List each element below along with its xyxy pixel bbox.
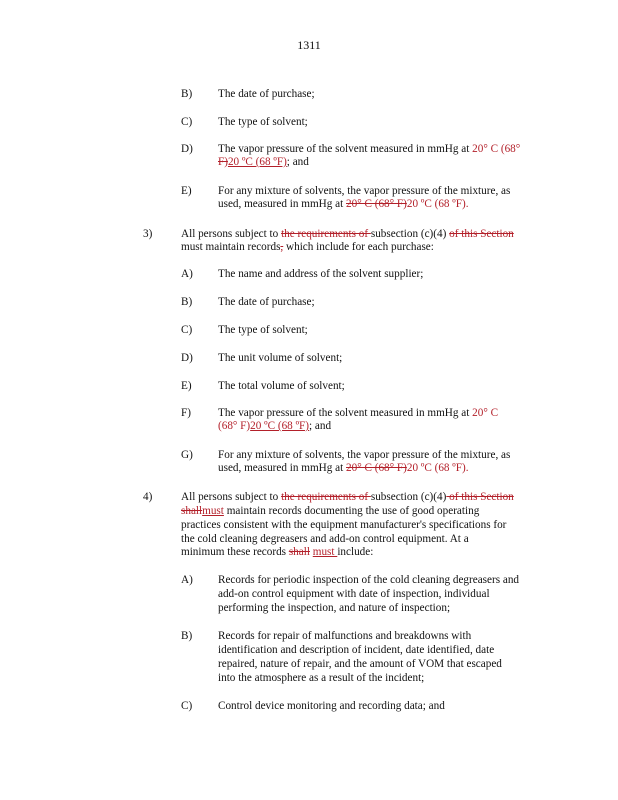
list-label-b: B) [181, 88, 193, 100]
s3-item-a: The name and address of the solvent supplier; [218, 268, 424, 280]
section-3-label: 3) [143, 228, 153, 240]
s4-item-b-line1: Records for repair of malfunctions and breakdowns with [218, 630, 472, 642]
s3-item-d: The unit volume of solvent; [218, 352, 343, 364]
list-label-d: D) [181, 143, 193, 155]
list-item-e-line1: For any mixture of solvents, the vapor pressure of the mixture, as [218, 185, 511, 197]
list-item-d-line2: F)20 ºC (68 ºF); and [218, 156, 309, 168]
list-item-e-line2: used, measured in mmHg at 20° C (68° F)20 ºC (68 ºF). [218, 198, 469, 210]
s3-item-f-line1: The vapor pressure of the solvent measured in mmHg at 20° C [218, 407, 499, 419]
s3-item-e: The total volume of solvent; [218, 380, 345, 392]
s3-label-g: G) [181, 449, 193, 461]
s4-label-b: B) [181, 630, 193, 642]
s4-item-b-line3: repaired, nature of repair, and the amount of VOM that escaped [218, 658, 502, 670]
section-3-line1: All persons subject to the requirements of subsection (c)(4) of this Section [181, 228, 514, 240]
section-4-line5: minimum these records shall must include: [181, 546, 374, 558]
s3-label-d: D) [181, 352, 193, 364]
list-label-c: C) [181, 116, 193, 128]
s4-label-a: A) [181, 574, 193, 586]
section-4-line2: shallmust maintain records documenting the use of good operating [181, 505, 480, 517]
s3-item-g-line1: For any mixture of solvents, the vapor pressure of the mixture, as [218, 449, 511, 461]
s3-item-b: The date of purchase; [218, 296, 315, 308]
s3-item-c: The type of solvent; [218, 324, 308, 336]
s4-item-a-line1: Records for periodic inspection of the cold cleaning degreasers and [218, 574, 520, 586]
s4-item-c-line1: Control device monitoring and recording data; and [218, 700, 445, 712]
list-item-d-line1: The vapor pressure of the solvent measured in mmHg at 20° C (68° [218, 143, 521, 155]
section-4-line4: the cold cleaning degreasers and add-on control equipment. At a [181, 533, 469, 545]
page-number: 1311 [297, 38, 321, 52]
s4-label-c: C) [181, 700, 193, 712]
list-item-b: The date of purchase; [218, 88, 315, 100]
section-3-line2: must maintain records, which include for each purchase: [181, 241, 434, 253]
s4-item-b-line4: into the atmosphere as a result of the incident; [218, 672, 425, 684]
section-4-line3: practices consistent with the equipment manufacturer's specifications for [181, 519, 507, 531]
s3-item-f-line2: (68° F)20 ºC (68 ºF); and [218, 420, 332, 432]
section-4-line1: All persons subject to the requirements of subsection (c)(4) of this Section [181, 491, 514, 503]
section-4-label: 4) [143, 491, 153, 503]
s3-label-f: F) [181, 407, 191, 419]
list-item-c: The type of solvent; [218, 116, 308, 128]
s3-label-a: A) [181, 268, 193, 280]
s3-label-c: C) [181, 324, 193, 336]
s3-item-g-line2: used, measured in mmHg at 20° C (68° F)20 ºC (68 ºF). [218, 462, 469, 474]
s4-item-b-line2: identification and description of incident, date identified, date [218, 644, 495, 656]
s3-label-b: B) [181, 296, 193, 308]
s4-item-a-line2: add-on control equipment with date of inspection, individual [218, 588, 490, 600]
s3-label-e: E) [181, 380, 192, 392]
list-label-e: E) [181, 185, 192, 197]
s4-item-a-line3: performing the inspection, and nature of inspection; [218, 602, 451, 614]
